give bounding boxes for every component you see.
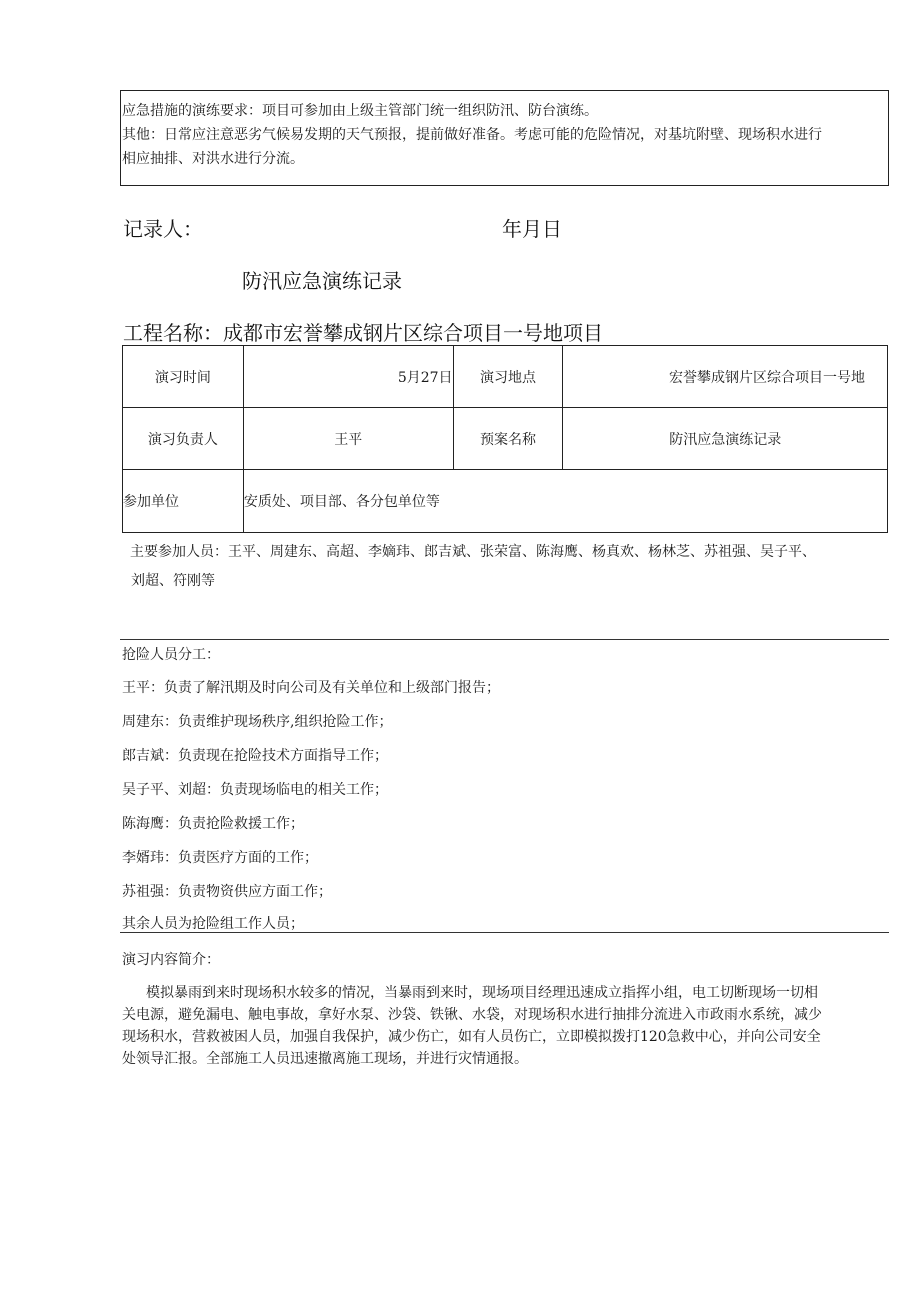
summary-line: 模拟暴雨到来时现场积水较多的情况，当暴雨到来时，现场项目经理迅速成立指挥小组，电工切断现场一切相 <box>146 985 818 1001</box>
participants-line2: 刘超、符刚等 <box>131 573 215 589</box>
drill-time-label: 演习时间 <box>123 346 244 408</box>
recorder-label: 记录人： <box>123 217 203 241</box>
divider <box>120 639 889 640</box>
summary-line: 现场积水，营救被困人员，加强自我保护，减少伤亡，如有人员伤亡，立即模拟拨打120急救中心，并向公司安全 <box>122 1029 821 1045</box>
units-value: 安质处、项目部、各分包单位等 <box>243 470 887 533</box>
duty-item: 李婿玮：负责医疗方面的工作； <box>122 850 318 866</box>
duty-item: 王平：负责了解汛期及时向公司及有关单位和上级部门报告； <box>122 680 500 696</box>
other-text-line1: 其他：日常应注意恶劣气候易发期的天气预报，提前做好准备。考虑可能的危险情况，对基坑附壁、现场积水进行 <box>122 127 822 143</box>
drill-location-value: 宏誉攀成钢片区综合项目一号地 <box>563 346 888 408</box>
duties-title: 抢险人员分工： <box>122 647 220 663</box>
requirement-text: 应急措施的演练要求：项目可参加由上级主管部门统一组织防汛、防台演练。 <box>122 103 598 119</box>
duty-item: 苏祖强：负责物资供应方面工作； <box>122 884 332 900</box>
date-label: 年月日 <box>502 217 562 241</box>
drill-leader-label: 演习负责人 <box>123 408 244 470</box>
summary-body <box>122 982 892 1070</box>
table-row <box>123 470 888 533</box>
drill-leader-value: 王平 <box>243 408 453 470</box>
units-label: 参加单位 <box>123 470 244 533</box>
duty-item: 其余人员为抢险组工作人员； <box>122 916 304 932</box>
summary-line: 关电源，避免漏电、触电事故，拿好水泵、沙袋、铁锹、水袋，对现场积水进行抽排分流进入市政雨水系统，减少 <box>122 1007 822 1023</box>
drill-info-table <box>122 345 888 533</box>
participants-line1: 主要参加人员：王平、周建东、高超、李嫡玮、郎吉斌、张荣富、陈海鹰、杨真欢、杨林芝、苏祖强、吴子平、 <box>130 544 816 560</box>
project-name: 工程名称：成都市宏誉攀成钢片区综合项目一号地项目 <box>123 321 603 345</box>
other-text-line2: 相应抽排、对洪水进行分流。 <box>122 151 304 167</box>
duty-item: 陈海鹰：负责抢险救援工作； <box>122 816 304 832</box>
divider <box>120 932 889 933</box>
plan-name-value: 防汛应急演练记录 <box>563 408 888 470</box>
duty-item: 周建东：负责维护现场秩序,组织抢险工作； <box>122 714 393 730</box>
duty-item: 郎吉斌：负责现在抢险技术方面指导工作； <box>122 748 388 764</box>
table-row <box>123 346 888 408</box>
drill-time-value: 5月27日 <box>243 346 453 408</box>
duty-item: 吴子平、刘超：负责现场临电的相关工作； <box>122 782 388 798</box>
drill-location-label: 演习地点 <box>453 346 563 408</box>
participants <box>130 538 900 596</box>
record-title: 防汛应急演练记录 <box>242 269 402 293</box>
summary-title: 演习内容简介： <box>122 952 220 968</box>
table-row <box>123 408 888 470</box>
drill-requirements-box <box>120 90 889 186</box>
summary-line: 处领导汇报。全部施工人员迅速撤离施工现场，并进行灾情通报。 <box>122 1051 528 1067</box>
plan-name-label: 预案名称 <box>453 408 563 470</box>
